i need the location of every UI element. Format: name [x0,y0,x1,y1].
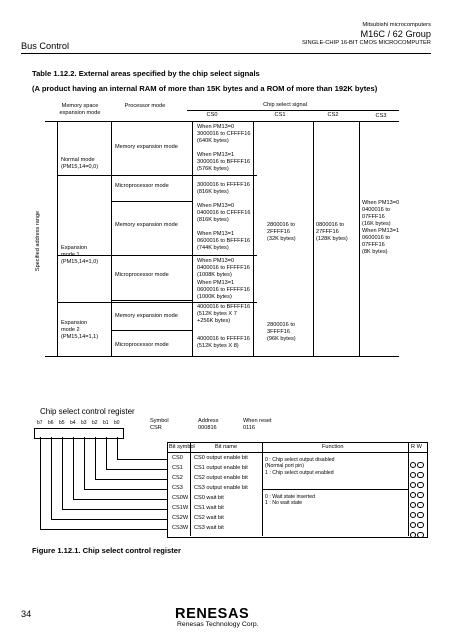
cs0-exp2-micro: 4000016 to FFFFF16 (512K bytes X 8) [197,336,250,349]
col-cs0: CS0 [206,112,218,118]
header-bottom-rule [45,121,399,122]
bit-label-b5: b5 [59,420,65,426]
cs0-exp2-memexp: 4000016 to BFFFF16 (512K bytes X 7 +256K bytes) [197,304,251,324]
bit-table-col3 [408,442,409,536]
leader-b7 [40,437,41,529]
bit-symbol-cs3: CS3 [172,485,183,491]
bit-name-cs1: CS1 output enable bit [194,465,248,471]
leader-b4 [73,437,74,499]
cs3-range: When PM13=0 0400016 to 07FFF16 (16K bytes) When PM13=1 0600016 to 07FFF16 (8K bytes) [362,200,400,255]
leader-b0 [117,437,118,459]
cs2-left-divider [313,121,314,356]
bit-label-b4: b4 [70,420,76,426]
leader-b6 [51,437,52,519]
table-bottom-rule [45,356,399,357]
row-line-exp2b [111,330,193,331]
col-bit-name: Bit name [215,444,238,450]
cs2-range: 0800016 to 27FFF16 (128K bytes) [316,222,348,242]
symbol-label: Symbol [150,418,169,424]
reset-value: 0116 [243,425,256,431]
bit-table-func-divider [262,489,408,490]
proc-memexp-exp2: Memory expansion mode [115,313,178,319]
proc-memexp-exp1: Memory expansion mode [115,222,178,228]
bit-label-b3: b3 [81,420,87,426]
row-line-normal [57,175,257,176]
table-title: Table 1.12.2. External areas specified by the chip select signals [32,69,260,78]
bit-name-cs3: CS3 output enable bit [194,485,248,491]
leader-b2 [95,437,96,479]
col-bit-symbol: Bit symbol [169,444,195,450]
col-cs3: CS3 [375,113,387,119]
bit-symbol-cs0: CS0 [172,455,183,461]
renesas-tagline: Renesas Technology Corp. [177,621,259,628]
register-bit-box [34,428,124,439]
cs0-normal-pm13-0: When PM13=0 3000016 to CFFFF16 (640K bytes) [197,124,251,144]
leader-h-b4 [73,499,167,500]
address-value: 000816 [198,425,217,431]
symbol-value: CSR [150,425,162,431]
rw-indicator [410,526,425,544]
cs1-exp2: 2800016 to 3FFFF16 (96K bytes) [267,322,296,342]
leader-h-b6 [51,519,167,520]
bit-label-b7: b7 [37,420,43,426]
row-line-exp2 [57,302,257,303]
leader-h-b5 [62,509,167,510]
leader-h-b3 [84,489,167,490]
cs0-normal-pm13-1: When PM13=1 3000016 to BFFFF16 (576K bytes) [197,152,251,172]
bit-label-b1: b1 [103,420,109,426]
mode-expansion-2: Expansion mode 2 (PM15,14=1,1) [61,320,99,340]
bit-symbol-cs1: CS1 [172,465,183,471]
company-name: Mitsubishi microcomputers [362,22,431,28]
cs0-exp1-pm13-0: When PM13=0 0400016 to CFFFF16 (816K bytes) [197,203,251,223]
cs-header-divider [187,110,399,111]
bit-symbol-cs1w: CS1W [172,505,189,511]
figure-caption: Figure 1.12.1. Chip select control register [32,546,181,555]
func-enable: 0 : Chip select output disabled (Normal port pin) 1 : Chip select output enabled [265,457,335,476]
leader-b3 [84,437,85,489]
col-rw: R W [411,444,422,450]
section-title: Bus Control [21,41,70,51]
bit-symbol-cs3w: CS3W [172,525,189,531]
proc-memexp-normal: Memory expansion mode [115,144,178,150]
bit-label-b0: b0 [114,420,120,426]
col-processor-mode: Processor mode [124,103,166,109]
mode-divider [57,121,58,356]
col-cs2: CS2 [327,112,339,118]
address-label: Address [198,418,219,424]
svg-text:RENESAS: RENESAS [175,606,250,621]
cs3-left-divider [359,121,360,356]
side-label: Specified address range [35,210,42,272]
row-line-exp1b [111,300,193,301]
proc-micro-normal: Microprocessor mode [115,183,169,189]
col-chip-select: Chip select signal [263,102,307,108]
leader-b1 [106,437,107,469]
table-note: (A product having an internal RAM of more than 15K bytes and a ROM of more than 192K bytes) [32,84,378,93]
bit-name-cs3w: CS3 wait bit [194,525,224,531]
read-circle-icon [410,532,416,538]
mode-normal: Normal mode (PM15,14=0,0) [61,157,99,170]
leader-h-b0 [117,459,167,460]
register-title: Chip select control register [40,407,135,416]
bit-name-cs0: CS0 output enable bit [194,455,248,461]
cs0-exp1-pm13-1: When PM13=1 0600016 to BFFFF16 (744K bytes) [197,231,251,251]
bit-label-b6: b6 [48,420,54,426]
col-function: Function [322,444,344,450]
bit-label-b2: b2 [92,420,98,426]
cs0-left-divider [192,121,193,356]
bit-name-cs1w: CS1 wait bit [194,505,224,511]
leader-h-b7 [40,529,167,530]
bit-table-header-rule [167,452,427,453]
col-memory-space: Memory space expansion mode [59,103,101,116]
bit-table-col1 [190,442,191,536]
bit-symbol-cs0w: CS0W [172,495,189,501]
bit-name-cs2w: CS2 wait bit [194,515,224,521]
bit-name-cs2: CS2 output enable bit [194,475,248,481]
col-cs1: CS1 [274,112,286,118]
reset-label: When reset [243,418,272,424]
processor-divider [111,121,112,356]
cs1-exp1: 2800016 to 2FFFF16 (32K bytes) [267,222,296,242]
func-wait: 0 : Wait state inserted 1 : No wait state [265,494,315,507]
write-circle-icon [417,532,423,538]
bit-symbol-cs2: CS2 [172,475,183,481]
proc-micro-exp1: Microprocessor mode [115,272,169,278]
leader-h-b1 [106,469,167,470]
page-number: 34 [21,609,32,619]
bit-name-cs0w: CS0 wait bit [194,495,224,501]
leader-b5 [62,437,63,509]
bit-symbol-cs2w: CS2W [172,515,189,521]
product-subtitle: SINGLE-CHIP 16-BIT CMOS MICROCOMPUTER [302,40,431,46]
leader-h-b2 [95,479,167,480]
row-line-mp1 [111,201,193,202]
cs0-normal-micro: 3000016 to FFFFF16 (816K bytes) [197,182,250,195]
proc-micro-exp2: Microprocessor mode [115,342,169,348]
cs0-exp1-micro-pm13-0: When PM13=0 0400016 to FFFFF16 (1008K bytes) [197,258,250,278]
renesas-wordmark-icon [175,605,270,621]
product-title: M16C / 62 Group [360,29,431,39]
header-rule [21,53,431,54]
cs1-left-divider [253,121,254,356]
mode-expansion-1: Expansion mode 1 (PM15,14=1,0) [61,245,99,265]
cs0-exp1-micro-pm13-1: When PM13=1 0600016 to FFFFF16 (1000K bytes) [197,280,250,300]
